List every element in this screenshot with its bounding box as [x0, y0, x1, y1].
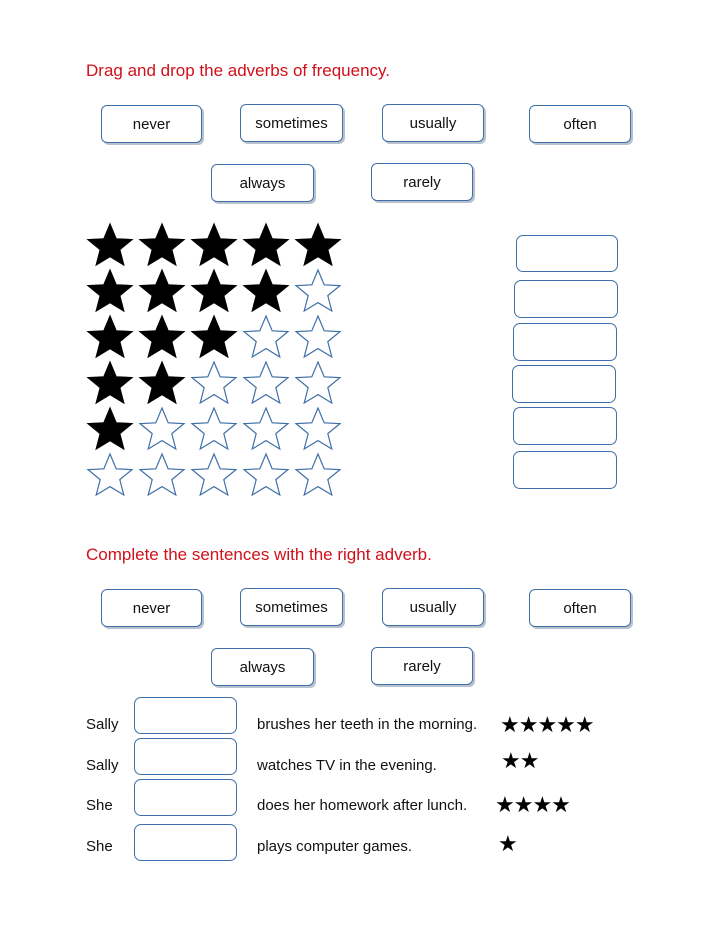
sentence-4-subject: She	[86, 838, 113, 855]
outline-star-icon	[136, 452, 188, 498]
word-chip-always-2[interactable]: always	[211, 648, 314, 686]
outline-star-icon	[240, 452, 292, 498]
section2-heading: Complete the sentences with the right adverb.	[86, 545, 432, 564]
filled-star-icon	[136, 314, 188, 360]
sentence-4-text: plays computer games.	[257, 838, 413, 855]
filled-star-icon	[188, 314, 240, 360]
sentence-3-answer-box[interactable]	[134, 779, 237, 816]
word-chip-rarely-2[interactable]: rarely	[371, 647, 473, 685]
outline-star-icon	[84, 452, 136, 498]
word-chip-rarely[interactable]: rarely	[371, 163, 473, 201]
star-row-1	[84, 222, 344, 268]
word-chip-often[interactable]: often	[529, 105, 631, 143]
sentence-2-text: watches TV in the evening.	[257, 757, 437, 774]
filled-star-icon	[84, 222, 136, 268]
word-chip-sometimes[interactable]: sometimes	[240, 104, 343, 142]
sentence-4-stars: ★	[498, 831, 517, 856]
word-chip-usually-2[interactable]: usually	[382, 588, 484, 626]
filled-star-icon	[136, 222, 188, 268]
sentence-1-subject: Sally	[86, 716, 119, 733]
sentence-4-answer-box[interactable]	[134, 824, 237, 861]
section1-heading: Drag and drop the adverbs of frequency.	[86, 61, 390, 80]
filled-star-icon	[240, 222, 292, 268]
star-row-2	[84, 268, 344, 314]
sentence-3-stars: ★★★★	[495, 792, 570, 817]
sentence-3-subject: She	[86, 797, 113, 814]
sentence-2-subject: Sally	[86, 757, 119, 774]
drop-box-5[interactable]	[513, 407, 617, 445]
outline-star-icon	[292, 406, 344, 452]
outline-star-icon	[240, 406, 292, 452]
filled-star-icon	[292, 222, 344, 268]
filled-star-icon	[136, 360, 188, 406]
word-chip-often-2[interactable]: often	[529, 589, 631, 627]
star-rating-grid	[84, 222, 344, 498]
outline-star-icon	[188, 360, 240, 406]
outline-star-icon	[240, 314, 292, 360]
drop-box-6[interactable]	[513, 451, 617, 489]
sentence-1-text: brushes her teeth in the morning.	[257, 716, 478, 733]
filled-star-icon	[84, 314, 136, 360]
filled-star-icon	[240, 268, 292, 314]
filled-star-icon	[84, 406, 136, 452]
drop-box-2[interactable]	[514, 280, 618, 318]
outline-star-icon	[292, 314, 344, 360]
filled-star-icon	[84, 360, 136, 406]
word-chip-always[interactable]: always	[211, 164, 314, 202]
word-chip-sometimes-2[interactable]: sometimes	[240, 588, 343, 626]
sentence-2-stars: ★★	[501, 748, 539, 773]
outline-star-icon	[292, 268, 344, 314]
star-row-6	[84, 452, 344, 498]
outline-star-icon	[188, 452, 240, 498]
star-row-3	[84, 314, 344, 360]
sentence-1-answer-box[interactable]	[134, 697, 237, 734]
filled-star-icon	[136, 268, 188, 314]
word-chip-usually[interactable]: usually	[382, 104, 484, 142]
star-row-4	[84, 360, 344, 406]
sentence-1-stars: ★★★★★	[500, 712, 594, 737]
drop-box-3[interactable]	[513, 323, 617, 361]
drop-box-1[interactable]	[516, 235, 618, 272]
outline-star-icon	[188, 406, 240, 452]
sentence-2-answer-box[interactable]	[134, 738, 237, 775]
drop-box-4[interactable]	[512, 365, 616, 403]
outline-star-icon	[136, 406, 188, 452]
star-row-5	[84, 406, 344, 452]
word-chip-never[interactable]: never	[101, 105, 202, 143]
word-chip-never-2[interactable]: never	[101, 589, 202, 627]
filled-star-icon	[188, 222, 240, 268]
outline-star-icon	[240, 360, 292, 406]
outline-star-icon	[292, 360, 344, 406]
filled-star-icon	[188, 268, 240, 314]
filled-star-icon	[84, 268, 136, 314]
outline-star-icon	[292, 452, 344, 498]
sentence-3-text: does her homework after lunch.	[257, 797, 468, 814]
